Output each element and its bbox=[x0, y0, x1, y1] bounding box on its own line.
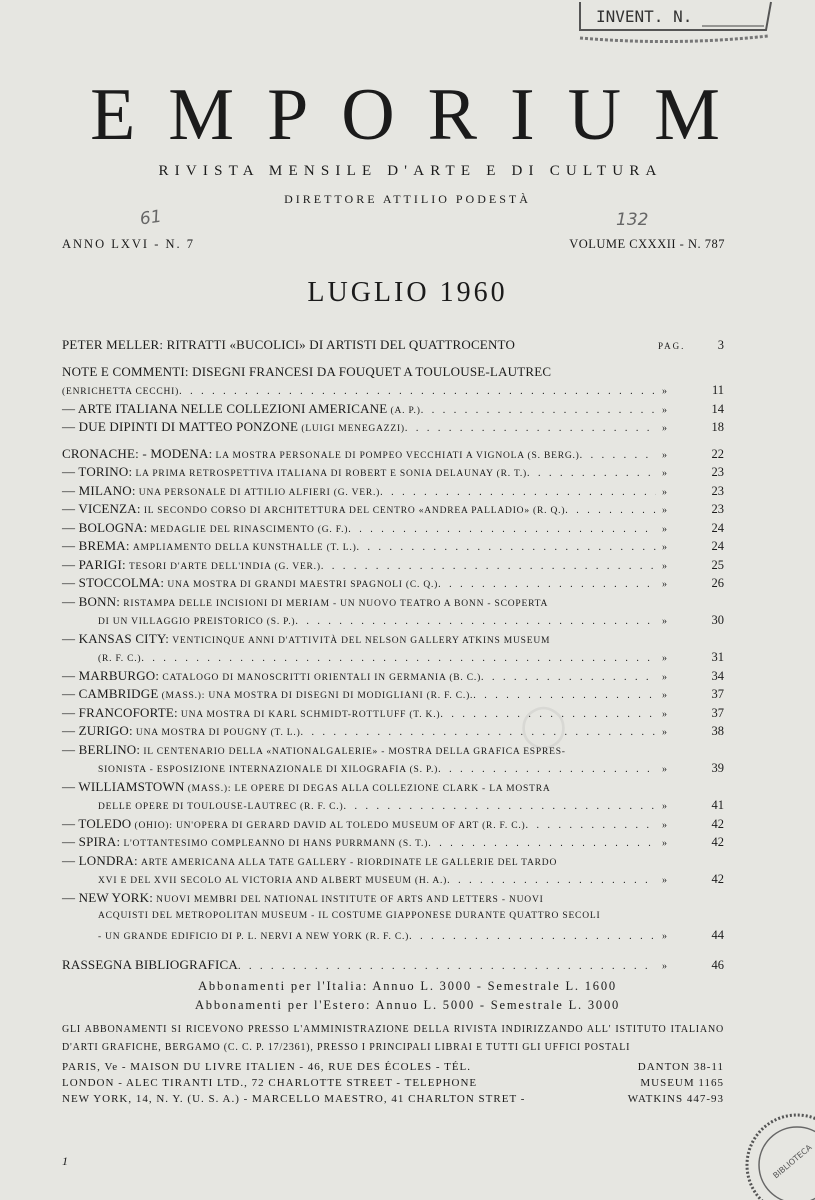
toc-page: 37 bbox=[711, 705, 724, 720]
toc-page: 26 bbox=[711, 576, 724, 590]
library-stamp-top bbox=[576, 0, 774, 44]
toc-entry[interactable]: — FRANCOFORTE: UNA MOSTRA DI KARL SCHMIDT-ROTTLUFF (T. K.) . . . » 37 bbox=[62, 704, 724, 723]
address-newyork: NEW YORK, 14, N. Y. (U. S. A.) - MARCELLO MAESTRO, 41 CHARLTON STRET - WATKINS 447-93 bbox=[62, 1093, 724, 1105]
toc-entry[interactable] bbox=[62, 778, 724, 797]
toc-entry[interactable]: — MARBURGO: CATALOGO DI MANOSCRITTI ORIENTALI IN GERMANIA (B. C.) . . . » 34 bbox=[62, 667, 724, 686]
toc-desc: ARTE AMERICANA ALLA TATE GALLERY - RIORDINATE LE GALLERIE DEL TARDO bbox=[140, 857, 558, 868]
toc-entry[interactable]: — VICENZA: IL SECONDO CORSO DI ARCHITETTURA DEL CENTRO «ANDREA PALLADIO» (R. Q.) . . . » 23 bbox=[62, 500, 724, 519]
toc-page: 31 bbox=[711, 650, 724, 664]
toc-entry[interactable]: RASSEGNA BIBLIOGRAFICA . . . » 46 bbox=[62, 956, 724, 975]
toc-title: — NEW YORK: bbox=[62, 889, 154, 905]
toc-desc: UNA MOSTRA DI KARL SCHMIDT-ROTTLUFF (T. K.) bbox=[180, 709, 441, 720]
toc-entry-cont: DELLE OPERE DI TOULOUSE-LAUTREC (R. F. C.) . . . » 41 bbox=[62, 796, 724, 815]
toc-entry[interactable]: — ARTE ITALIANA NELLE COLLEZIONI AMERICANE (A. P.) . . . » 14 bbox=[62, 400, 724, 419]
toc-page: 14 bbox=[711, 401, 724, 416]
address-paris: PARIS, Ve - MAISON DU LIVRE ITALIEN - 46, RUE DES ÉCOLES - TÉL. DANTON 38-11 bbox=[62, 1061, 724, 1073]
toc-page: 34 bbox=[711, 668, 724, 683]
toc-page: 46 bbox=[711, 958, 724, 972]
toc-desc: NUOVI MEMBRI DEL NATIONAL INSTITUTE OF ARTS AND LETTERS - NUOVI bbox=[156, 894, 544, 905]
toc-desc: (LUIGI MENEGAZZI) bbox=[301, 424, 405, 434]
issue-date: LUGLIO 1960 bbox=[307, 277, 508, 308]
toc-page: 11 bbox=[711, 383, 724, 397]
toc-entry[interactable] bbox=[62, 852, 724, 871]
toc-desc: LA MOSTRA PERSONALE DI POMPEO VECCHIATI A VIGNOLA (S. BERG.) bbox=[215, 450, 580, 461]
toc-desc-cont: DI UN VILLAGGIO PREISTORICO (S. P.) bbox=[98, 617, 296, 627]
toc-title: — DUE DIPINTI DI MATTEO PONZONE bbox=[62, 419, 299, 434]
masthead: EMPORIUM bbox=[90, 74, 753, 156]
toc-page: 24 bbox=[711, 520, 724, 535]
toc-title: CRONACHE: - MODENA: bbox=[62, 445, 213, 461]
toc-entry[interactable]: — DUE DIPINTI DI MATTEO PONZONE (LUIGI MENEGAZZI) . . . » 18 bbox=[62, 418, 724, 437]
toc-entry[interactable]: CRONACHE: - MODENA: LA MOSTRA PERSONALE DI POMPEO VECCHIATI A VIGNOLA (S. BERG.) . . . » 22 bbox=[62, 445, 724, 464]
toc-title: — BREMA: bbox=[62, 538, 130, 553]
toc-title: — KANSAS CITY: bbox=[62, 630, 170, 646]
toc-page: 23 bbox=[711, 483, 724, 498]
subscription-abroad: Abbonamenti per l'Estero: Annuo L. 5000 - Semestrale L. 3000 bbox=[194, 998, 621, 1012]
toc-entry-cont: XVI E DEL XVII SECOLO AL VICTORIA AND ALBERT MUSEUM (H. A.) . . . » 42 bbox=[62, 870, 724, 889]
toc-page: 23 bbox=[711, 465, 724, 479]
toc-desc: (A. P.) bbox=[390, 405, 421, 416]
toc-title: — LONDRA: bbox=[62, 852, 138, 868]
svg-text:INVENT. N.: INVENT. N. bbox=[596, 7, 693, 26]
toc-desc: TESORI D'ARTE DELL'INDIA (G. VER.) bbox=[128, 561, 321, 572]
toc-entry-cont: - UN GRANDE EDIFICIO DI P. L. NERVI A NEW YORK (R. F. C.) . . . » 44 bbox=[62, 926, 724, 945]
toc-title: — ARTE ITALIANA NELLE COLLEZIONI AMERICANE bbox=[62, 400, 388, 416]
toc-entry[interactable]: — MILANO: UNA PERSONALE DI ATTILIO ALFIERI (G. VER.) . . . » 23 bbox=[62, 482, 724, 501]
toc-entry[interactable] bbox=[62, 741, 724, 760]
toc-page: 23 bbox=[711, 502, 724, 516]
toc-entry[interactable]: — CAMBRIDGE (MASS.): UNA MOSTRA DI DISEGNI DI MODIGLIANI (R. F. C.). . . . » 37 bbox=[62, 685, 724, 704]
toc-title: — MILANO: bbox=[62, 482, 136, 498]
toc-desc: (MASS.): UNA MOSTRA DI DISEGNI DI MODIGLIANI (R. F. C.). bbox=[161, 691, 474, 701]
table-of-contents bbox=[62, 336, 724, 975]
subtitle: RIVISTA MENSILE D'ARTE E DI CULTURA bbox=[158, 163, 663, 179]
addresses bbox=[62, 1059, 724, 1107]
toc-page: 39 bbox=[711, 761, 724, 775]
toc-desc: IL SECONDO CORSO DI ARCHITETTURA DEL CENTRO «ANDREA PALLADIO» (R. Q.) bbox=[143, 506, 566, 516]
toc-desc-cont: ACQUISTI DEL METROPOLITAN MUSEUM - IL COSTUME GIAPPONESE DURANTE QUATTRO SECOLI bbox=[98, 911, 601, 921]
toc-entry[interactable]: — ZURIGO: UNA MOSTRA DI POUGNY (T. L.) . . . » 38 bbox=[62, 722, 724, 741]
toc-title: — CAMBRIDGE bbox=[62, 686, 159, 701]
toc-page: 37 bbox=[711, 687, 724, 701]
toc-desc: MEDAGLIE DEL RINASCIMENTO (G. F.) bbox=[150, 524, 349, 535]
toc-entry[interactable]: — BREMA: AMPLIAMENTO DELLA KUNSTHALLE (T. L.) . . . » 24 bbox=[62, 537, 724, 556]
toc-desc: RISTAMPA DELLE INCISIONI DI MERIAM - UN NUOVO TEATRO A BONN - SCOPERTA bbox=[123, 598, 549, 609]
toc-title: — PARIGI: bbox=[62, 556, 126, 572]
toc-title: — ZURIGO: bbox=[62, 723, 133, 738]
toc-title: — TORINO: bbox=[62, 464, 133, 479]
toc-desc-cont: DELLE OPERE DI TOULOUSE-LAUTREC (R. F. C.) bbox=[98, 802, 344, 812]
toc-entry[interactable] bbox=[62, 630, 724, 649]
toc-entry[interactable]: — PARIGI: TESORI D'ARTE DELL'INDIA (G. VER.) . . . » 25 bbox=[62, 556, 724, 575]
toc-title: — STOCCOLMA: bbox=[62, 575, 165, 590]
toc-title: — BERLINO: bbox=[62, 741, 141, 757]
toc-desc-cont: (R. F. C.) bbox=[98, 654, 142, 664]
toc-entry-cont: SIONISTA - ESPOSIZIONE INTERNAZIONALE DI XILOGRAFIA (S. P.) . . . » 39 bbox=[62, 759, 724, 778]
toc-desc: LA PRIMA RETROSPETTIVA ITALIANA DI ROBERT E SONIA DELAUNAY (R. T.) bbox=[135, 469, 527, 479]
toc-entry[interactable] bbox=[62, 889, 724, 908]
toc-desc: UNA PERSONALE DI ATTILIO ALFIERI (G. VER.) bbox=[138, 487, 381, 498]
toc-desc-cont: XVI E DEL XVII SECOLO AL VICTORIA AND ALBERT MUSEUM (H. A.) bbox=[98, 876, 448, 886]
toc-page: 42 bbox=[711, 835, 724, 849]
handwritten-note-2: 132 bbox=[616, 210, 649, 230]
toc-desc: IL CENTENARIO DELLA «NATIONALGALERIE» - MOSTRA DELLA GRAFICA ESPRES- bbox=[143, 746, 566, 757]
toc-page: 22 bbox=[711, 446, 724, 461]
toc-desc: UNA MOSTRA DI POUGNY (T. L.) bbox=[135, 728, 301, 738]
toc-entry[interactable]: — STOCCOLMA: UNA MOSTRA DI GRANDI MAESTRI SPAGNOLI (C. Q.) . . . » 26 bbox=[62, 574, 724, 593]
toc-desc: CATALOGO DI MANOSCRITTI ORIENTALI IN GERMANIA (B. C.) bbox=[162, 672, 482, 683]
toc-entry[interactable]: — TOLEDO (OHIO): UN'OPERA DI GERARD DAVID AL TOLEDO MUSEUM OF ART (R. F. C.) . . . » 42 bbox=[62, 815, 724, 834]
toc-page: 42 bbox=[711, 816, 724, 831]
toc-title: — VICENZA: bbox=[62, 501, 141, 516]
toc-desc: UNA MOSTRA DI GRANDI MAESTRI SPAGNOLI (C. Q.) bbox=[167, 580, 439, 590]
toc-page: 38 bbox=[711, 724, 724, 738]
handwritten-note-1: 61 bbox=[138, 206, 163, 230]
toc-title: — SPIRA: bbox=[62, 834, 121, 849]
toc-entry-cont: (R. F. C.) . . . » 31 bbox=[62, 648, 724, 667]
toc-title: — BOLOGNA: bbox=[62, 519, 148, 535]
toc-entry[interactable]: — TORINO: LA PRIMA RETROSPETTIVA ITALIANA DI ROBERT E SONIA DELAUNAY (R. T.) . . . » 23 bbox=[62, 463, 724, 482]
svg-text:BIBLIOTECA: BIBLIOTECA bbox=[771, 1142, 814, 1181]
subscription-italy: Abbonamenti per l'Italia: Annuo L. 3000 - Semestrale L. 1600 bbox=[198, 979, 617, 993]
toc-entry[interactable]: — SPIRA: L'OTTANTESIMO COMPLEANNO DI HANS PURRMANN (S. T.) . . . » 42 bbox=[62, 833, 724, 852]
toc-page: 42 bbox=[711, 872, 724, 886]
toc-entry[interactable] bbox=[62, 336, 724, 355]
toc-title: — TOLEDO bbox=[62, 815, 132, 831]
issue-number: ANNO LXVI - N. 7 bbox=[62, 237, 196, 251]
address-london: LONDON - ALEC TIRANTI LTD., 72 CHARLOTTE STREET - TELEPHONE MUSEUM 1165 bbox=[62, 1077, 724, 1089]
toc-desc-cont: - UN GRANDE EDIFICIO DI P. L. NERVI A NEW YORK (R. F. C.) bbox=[98, 931, 410, 942]
toc-author: (ENRICHETTA CECCHI) bbox=[62, 387, 180, 397]
subscription-note: GLI ABBONAMENTI SI RICEVONO PRESSO L'AMMINISTRAZIONE DELLA RIVISTA INDIRIZZANDO ALL' ISTITUTO ITALIANO D'ARTI GRAFICHE, BERGAMO (C. C. P. 17/2361), PRESSO I PRINCIPALI LIBRAI E TUTTI GLI UFFICI POSTALI bbox=[62, 1024, 724, 1053]
watermark: ◯ bbox=[520, 700, 568, 749]
toc-desc-cont: SIONISTA - ESPOSIZIONE INTERNAZIONALE DI XILOGRAFIA (S. P.) bbox=[98, 765, 439, 775]
toc-title: — FRANCOFORTE: bbox=[62, 704, 178, 720]
toc-desc: L'OTTANTESIMO COMPLEANNO DI HANS PURRMANN (S. T.) bbox=[123, 839, 429, 849]
toc-page: 41 bbox=[711, 798, 724, 812]
toc-desc: AMPLIAMENTO DELLA KUNSTHALLE (T. L.) bbox=[132, 543, 357, 553]
toc-page: 18 bbox=[711, 420, 724, 434]
toc-entry[interactable] bbox=[62, 593, 724, 612]
page-folio: 1 bbox=[62, 1154, 68, 1168]
toc-title: RASSEGNA BIBLIOGRAFICA bbox=[62, 957, 238, 972]
toc-desc: VENTICINQUE ANNI D'ATTIVITÀ DEL NELSON GALLERY ATKINS MUSEUM bbox=[172, 635, 551, 646]
toc-title: — WILLIAMSTOWN bbox=[62, 778, 185, 794]
toc-page: 30 bbox=[711, 613, 724, 627]
toc-entry[interactable]: — BOLOGNA: MEDAGLIE DEL RINASCIMENTO (G. F.) . . . » 24 bbox=[62, 519, 724, 538]
library-stamp-round bbox=[742, 1110, 815, 1200]
toc-entry-cont bbox=[62, 907, 724, 926]
toc-title: PETER MELLER: RITRATTI «BUCOLICI» DI ARTISTI DEL QUATTROCENTO bbox=[62, 337, 516, 352]
toc-page: 24 bbox=[711, 539, 724, 553]
toc-page: 25 bbox=[711, 557, 724, 572]
director-line: DIRETTORE ATTILIO PODESTÀ bbox=[284, 192, 531, 206]
toc-page-label: PAG. bbox=[658, 341, 686, 351]
toc-entry-cont: (ENRICHETTA CECCHI) . . . » 11 bbox=[62, 381, 724, 400]
toc-desc: (OHIO): UN'OPERA DI GERARD DAVID AL TOLEDO MUSEUM OF ART (R. F. C.) bbox=[134, 820, 526, 831]
toc-entry[interactable] bbox=[62, 363, 724, 382]
toc-page: 44 bbox=[711, 927, 724, 942]
volume-number: VOLUME CXXXII - N. 787 bbox=[569, 237, 725, 251]
toc-title: NOTE E COMMENTI: DISEGNI FRANCESI DA FOUQUET A TOULOUSE-LAUTREC bbox=[62, 363, 552, 379]
toc-entry-cont: DI UN VILLAGGIO PREISTORICO (S. P.) . . . » 30 bbox=[62, 611, 724, 630]
toc-title: — BONN: bbox=[62, 593, 121, 609]
toc-desc: (MASS.): LE OPERE DI DEGAS ALLA COLLEZIONE CLARK - LA MOSTRA bbox=[187, 783, 551, 794]
toc-page: 3 bbox=[717, 338, 724, 352]
toc-title: — MARBURGO: bbox=[62, 667, 160, 683]
